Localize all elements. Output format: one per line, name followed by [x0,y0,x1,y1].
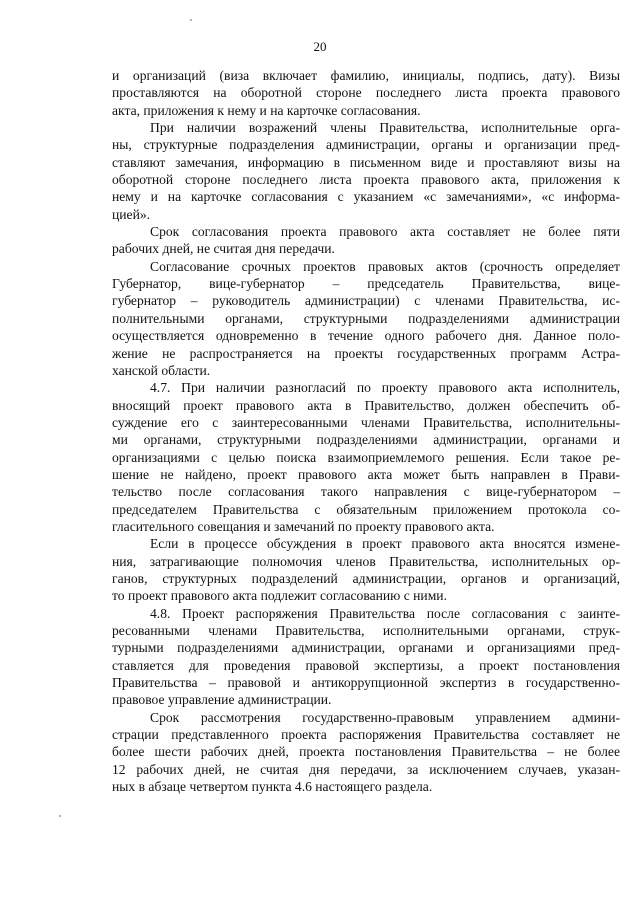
text-line: ханской области. [112,362,211,378]
text-line: ставляют замечания, информацию в письменном виде и проставляют визы на [112,154,620,170]
text-line: акта, приложения к нему и на карточке согласования. [112,102,421,118]
text-line: Срок рассмотрения государственно-правовым управлением админи- [150,709,620,725]
text-line: страции представленного проекта распоряжения Правительства составляет не [112,727,620,743]
text-line: губернатор – руководитель администрации) с членами Правительства, ис- [112,293,620,309]
page-number: 20 [313,39,327,54]
text-line: Губернатор, вице-губернатор – председатель Правительства, вице- [112,276,620,292]
text-line: то проект правового акта подлежит согласованию с ними. [112,588,447,604]
text-line: ставляется для проведения правовой экспертизы, а проект постановления [112,657,620,673]
text-line: шение не найдено, проект правового акта может быть направлен в Прави- [112,466,620,482]
text-line: турными подразделениями администрации, органами и организациями пред- [112,640,620,656]
text-line: рабочих дней, не считая дня передачи. [112,241,335,257]
text-line: гласительного совещания и замечаний по проекту правового акта. [112,518,495,534]
text-line: нему и на карточке согласования с указанием «с замечаниями», «с информа- [112,189,620,205]
text-line: 4.7. При наличии разногласий по проекту правового акта исполнитель, [150,380,620,396]
paragraph [112,535,620,604]
paragraph [112,119,620,223]
text-line: цией». [112,206,151,222]
text-line: председателем Правительства с обязательным приложением протокола со- [112,501,620,517]
text-line: и организаций (виза включает фамилию, инициалы, подпись, дату). Визы [112,68,620,83]
text-line: Если в процессе обсуждения в проект правового акта вносятся измене- [150,536,620,552]
paragraph [112,258,620,379]
text-line: тельство после согласования такого направления с вице-губернатором – [112,484,620,500]
scan-speck-top [190,19,192,21]
text-line: полнительными органами, структурными подразделениями администрации [112,310,620,326]
text-line: проставляются на оборотной стороне последнего листа проекта правового [112,85,620,101]
text-line: жение не распространяется на проекты государственных программ Астра- [112,345,620,361]
text-line: ны, структурные подразделения администрации, органы и организации пред- [112,137,620,153]
text-line: 4.8. Проект распоряжения Правительства после согласования с заинте- [150,605,620,621]
paragraph [112,67,620,119]
text-line: суждение его с заинтересованными членами Правительства, исполнительны- [112,414,620,430]
text-line: ных в абзаце четвертом пункта 4.6 настоящего раздела. [112,779,433,795]
paragraph [112,605,620,709]
scan-speck-left [59,815,61,817]
paragraph [112,223,620,258]
text-line: При наличии возражений члены Правительства, исполнительные орга- [150,120,620,136]
paragraph [112,709,620,796]
text-line: 12 рабочих дней, не считая дня передачи, за исключением случаев, указан- [112,761,620,777]
text-line: Срок согласования проекта правового акта составляет не более пяти [150,224,620,240]
text-line: правовое управление администрации. [112,692,332,708]
text-line: Правительства – правовой и антикоррупционной экспертиз в государственно- [112,675,620,691]
text-line: ресованными членами Правительства, исполнительными органами, струк- [112,623,620,638]
text-line: ми органами, структурными подразделениями администрации, органами и [112,432,620,448]
text-line: ния, затрагивающие полномочия членов Правительства, исполнительных ор- [112,553,620,569]
text-line: оборотной стороне последнего листа проекта правового акта, приложения к [112,172,620,188]
text-line: ганов, структурных подразделений администрации, органов и организаций, [112,570,620,586]
text-line: более шести рабочих дней, проекта постановления Правительства – не более [112,744,620,760]
text-line: Согласование срочных проектов правовых актов (срочность определяет [150,258,620,274]
text-line: осуществляется одновременно в течение одного рабочего дня. Данное поло- [112,328,620,344]
body-text [112,67,620,795]
paragraph [112,379,620,535]
text-line: вносящий проект правового акта в Правительство, должен обеспечить об- [112,397,620,413]
text-line: организациями с целью поиска взаимоприемлемого решения. Если такое ре- [112,449,620,465]
